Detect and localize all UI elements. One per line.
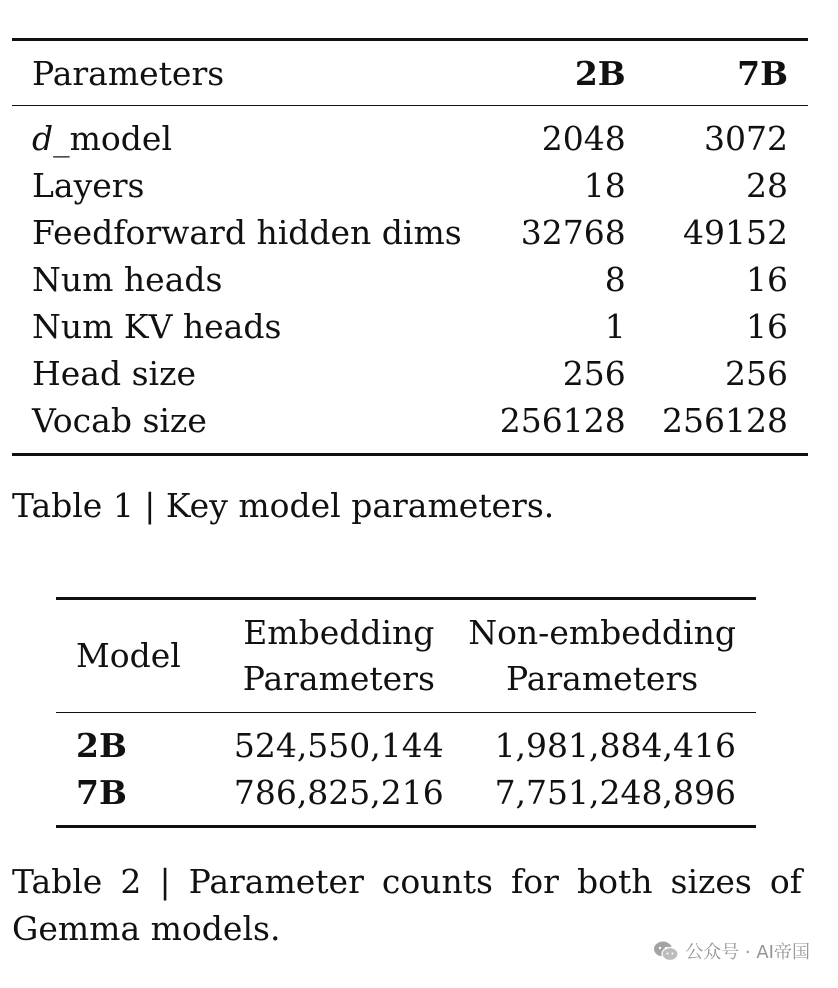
header-embedding-line1: Embedding <box>243 613 435 652</box>
header-nonembedding-parameters <box>468 600 756 713</box>
wechat-icon <box>653 940 679 962</box>
row-label: Num heads <box>32 260 223 299</box>
header-model: Model <box>56 600 209 713</box>
watermark-text: 公众号 · AI帝国 <box>685 942 810 963</box>
table-row <box>12 256 808 303</box>
row-label: Layers <box>32 166 145 205</box>
cell-model: 7B <box>76 773 127 812</box>
row-label-d-italic: d <box>32 119 54 158</box>
cell-2b: 256128 <box>499 401 626 440</box>
table-2-header-row <box>56 600 756 713</box>
table-row <box>12 106 808 163</box>
row-label: Num KV heads <box>32 307 282 346</box>
cell-model: 2B <box>76 726 127 765</box>
row-label-d-rest: _model <box>53 119 172 158</box>
header-nonembedding-line2: Parameters <box>506 659 699 698</box>
cell-7b: 256128 <box>662 401 788 440</box>
parameter-counts-table <box>56 600 756 825</box>
table-1-header-row <box>12 41 808 106</box>
cell-7b: 16 <box>746 260 788 299</box>
key-model-parameters-table <box>12 41 808 453</box>
cell-2b: 8 <box>604 260 626 299</box>
cell-nonembedding: 7,751,248,896 <box>494 773 736 812</box>
table-2-caption: Table 2 | Parameter counts for both sizes of Gemma models. <box>12 862 802 948</box>
table-row <box>56 769 756 825</box>
row-label: Head size <box>32 354 197 393</box>
row-label-d-model <box>12 106 462 163</box>
cell-2b: 256 <box>562 354 626 393</box>
cell-2b: 18 <box>583 166 626 205</box>
cell-7b: 28 <box>746 166 788 205</box>
cell-7b: 16 <box>746 307 788 346</box>
table-row <box>12 209 808 256</box>
cell-2b: 1 <box>604 307 626 346</box>
cell-nonembedding: 1,981,884,416 <box>494 726 736 765</box>
cell-2b: 32768 <box>520 213 626 252</box>
table-row <box>56 713 756 770</box>
watermark <box>653 938 810 964</box>
cell-embedding: 524,550,144 <box>233 726 444 765</box>
header-7b: 7B <box>626 41 808 106</box>
cell-embedding: 786,825,216 <box>233 773 444 812</box>
table-row <box>12 303 808 350</box>
table-1-caption: Table 1 | Key model parameters. <box>12 486 555 525</box>
header-nonembedding-line1: Non-embedding <box>468 613 736 652</box>
header-embedding-line2: Parameters <box>242 659 435 698</box>
cell-7b: 3072 <box>704 119 788 158</box>
header-parameters: Parameters <box>12 41 462 106</box>
table-1 <box>12 38 808 456</box>
row-label: Vocab size <box>32 401 207 440</box>
table-row <box>12 162 808 209</box>
row-label: Feedforward hidden dims <box>32 213 462 252</box>
header-2b: 2B <box>462 41 626 106</box>
table-row <box>12 397 808 453</box>
cell-2b: 2048 <box>541 119 626 158</box>
cell-7b: 256 <box>725 354 788 393</box>
table-2 <box>56 597 756 828</box>
header-embedding-parameters <box>209 600 468 713</box>
cell-7b: 49152 <box>683 213 788 252</box>
table-row <box>12 350 808 397</box>
